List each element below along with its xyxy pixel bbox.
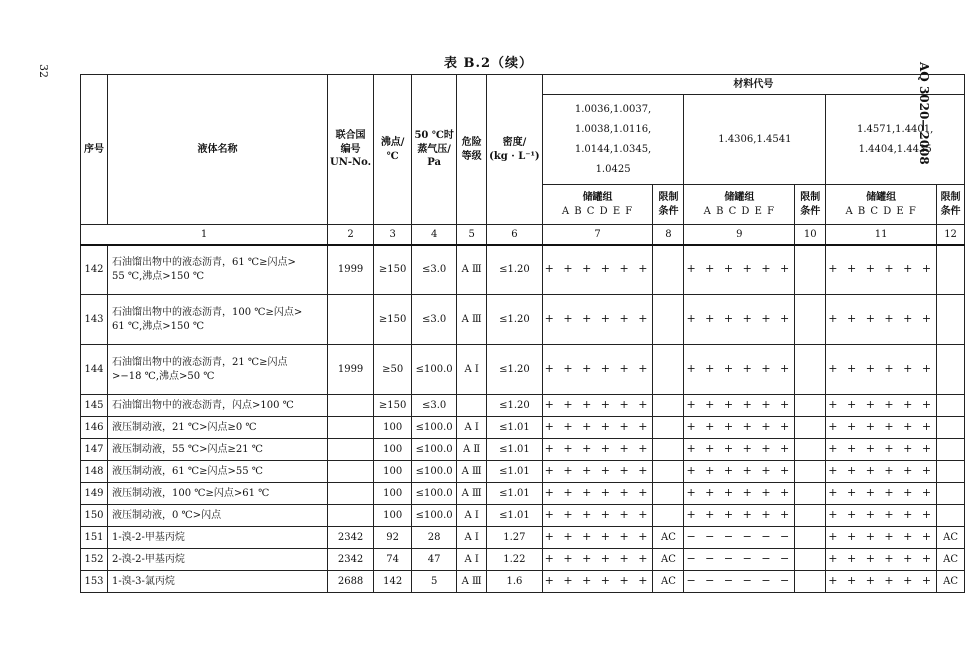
liquid-name	[108, 549, 328, 571]
table-row	[81, 417, 965, 439]
material-2-rating: + + + + + +	[684, 417, 795, 439]
liquid-name	[108, 571, 328, 593]
row-number: 145	[81, 395, 108, 417]
header-seq: 序号	[81, 75, 108, 225]
un-number: 2342	[328, 527, 374, 549]
density: ≤1.01	[487, 483, 543, 505]
boiling-point: ≥150	[374, 295, 412, 345]
header-line: 1.4571,1.4401,	[856, 123, 934, 135]
tank-group-label: 储罐组	[724, 192, 755, 203]
hazard-class: A Ⅱ	[457, 439, 487, 461]
boiling-point: ≥150	[374, 395, 412, 417]
restriction-3	[937, 245, 965, 295]
tank-group-header	[826, 185, 937, 225]
material-1-rating: + + + + + +	[542, 245, 653, 295]
row-number: 148	[81, 461, 108, 483]
material-2-rating: + + + + + +	[684, 439, 795, 461]
restriction-1	[653, 505, 684, 527]
tank-group-header	[684, 185, 795, 225]
density: 1.6	[487, 571, 543, 593]
un-number: 2342	[328, 549, 374, 571]
density: ≤1.01	[487, 439, 543, 461]
vapor-pressure: 5	[412, 571, 457, 593]
header-density	[487, 75, 543, 225]
header-line: 1.0425	[595, 163, 631, 175]
header-line: Pa	[427, 157, 441, 169]
page-number: 32	[37, 64, 50, 78]
boiling-point: 74	[374, 549, 412, 571]
un-number	[328, 461, 374, 483]
material-1-rating: + + + + + +	[542, 483, 653, 505]
hazard-class	[457, 395, 487, 417]
density: ≤1.20	[487, 345, 543, 395]
material-3-rating: + + + + + +	[826, 527, 937, 549]
un-number	[328, 483, 374, 505]
tank-group-label: 储罐组	[866, 192, 897, 203]
material-2-rating: − − − − − −	[684, 549, 795, 571]
restriction-line: 条件	[800, 205, 821, 217]
material-2-rating: + + + + + +	[684, 295, 795, 345]
row-number: 149	[81, 483, 108, 505]
material-3-rating: + + + + + +	[826, 245, 937, 295]
material-1-rating: + + + + + +	[542, 505, 653, 527]
liquid-name-line: 液压制动液，100 ℃≥闪点>61 ℃	[112, 487, 270, 499]
restriction-1	[653, 295, 684, 345]
restriction-2	[795, 345, 826, 395]
restriction-2	[795, 461, 826, 483]
liquid-name-line: 液压制动液，21 ℃>闪点≥0 ℃	[112, 421, 257, 433]
header-line: 1.4404,1.4435	[858, 143, 932, 155]
un-number: 1999	[328, 345, 374, 395]
row-number: 142	[81, 245, 108, 295]
table-row	[81, 571, 965, 593]
hazard-class: A Ⅰ	[457, 417, 487, 439]
restriction-1	[653, 245, 684, 295]
un-number: 2688	[328, 571, 374, 593]
material-3-rating: + + + + + +	[826, 439, 937, 461]
header-line: 1.0144,1.0345,	[574, 143, 652, 155]
liquid-name	[108, 461, 328, 483]
boiling-point: 100	[374, 461, 412, 483]
row-number: 152	[81, 549, 108, 571]
header-vapor-pressure	[412, 75, 457, 225]
hazard-class: A Ⅲ	[457, 483, 487, 505]
row-number: 147	[81, 439, 108, 461]
column-number: 6	[487, 225, 543, 245]
liquid-name-line: >−18 ℃,沸点>50 ℃	[112, 370, 215, 382]
un-number	[328, 439, 374, 461]
liquid-name	[108, 483, 328, 505]
header-un-no	[328, 75, 374, 225]
density: ≤1.01	[487, 461, 543, 483]
vapor-pressure: ≤100.0	[412, 461, 457, 483]
hazard-class: A Ⅰ	[457, 549, 487, 571]
boiling-point: ≥50	[374, 345, 412, 395]
restriction-1	[653, 395, 684, 417]
header-line: 联合国	[335, 130, 366, 142]
restriction-3: AC	[937, 549, 965, 571]
restriction-1	[653, 345, 684, 395]
row-number: 144	[81, 345, 108, 395]
vapor-pressure: ≤100.0	[412, 345, 457, 395]
boiling-point: 100	[374, 417, 412, 439]
header-line: 危险	[461, 137, 482, 148]
vapor-pressure: 28	[412, 527, 457, 549]
restriction-1	[653, 439, 684, 461]
header-line: 密度/	[502, 137, 527, 148]
restriction-header	[795, 185, 826, 225]
restriction-3	[937, 345, 965, 395]
liquid-name-line: 55 ℃,沸点>150 ℃	[112, 270, 205, 282]
material-2-rating: + + + + + +	[684, 245, 795, 295]
restriction-2	[795, 439, 826, 461]
header-line: 1.0038,1.0116,	[574, 123, 652, 135]
liquid-name-line: 石油馏出物中的液态沥青，100 ℃≥闪点>	[112, 307, 303, 318]
restriction-3	[937, 395, 965, 417]
vapor-pressure: ≤3.0	[412, 295, 457, 345]
liquid-name-line: 1-溴-3-氯丙烷	[112, 575, 175, 587]
material-3-rating: + + + + + +	[826, 345, 937, 395]
material-2-rating: + + + + + +	[684, 461, 795, 483]
restriction-2	[795, 483, 826, 505]
column-number: 7	[542, 225, 653, 245]
vapor-pressure: ≤100.0	[412, 505, 457, 527]
vapor-pressure: ≤100.0	[412, 417, 457, 439]
table-row	[81, 527, 965, 549]
boiling-point: 100	[374, 439, 412, 461]
material-2-rating: − − − − − −	[684, 527, 795, 549]
tank-letters: A B C D E F	[561, 205, 634, 217]
column-number: 8	[653, 225, 684, 245]
restriction-2	[795, 245, 826, 295]
column-number: 12	[937, 225, 965, 245]
restriction-2	[795, 395, 826, 417]
liquid-name	[108, 295, 328, 345]
density: ≤1.01	[487, 505, 543, 527]
hazard-class: A Ⅲ	[457, 571, 487, 593]
restriction-line: 限制	[940, 192, 961, 203]
header-line: 1.4306,1.4541	[718, 133, 792, 145]
hazard-class: A Ⅲ	[457, 245, 487, 295]
tank-letters: A B C D E F	[845, 205, 917, 217]
restriction-2	[795, 571, 826, 593]
table-caption: 表 B.2（续）	[443, 56, 534, 71]
liquid-name	[108, 417, 328, 439]
header-hazard-class	[457, 75, 487, 225]
boiling-point: ≥150	[374, 245, 412, 295]
material-1-rating: + + + + + +	[542, 395, 653, 417]
vapor-pressure: ≤100.0	[412, 483, 457, 505]
boiling-point: 100	[374, 483, 412, 505]
restriction-1	[653, 483, 684, 505]
table-row	[81, 295, 965, 345]
material-3-rating: + + + + + +	[826, 549, 937, 571]
liquid-name	[108, 345, 328, 395]
restriction-3	[937, 505, 965, 527]
material-3-rating: + + + + + +	[826, 505, 937, 527]
column-number: 10	[795, 225, 826, 245]
restriction-3	[937, 417, 965, 439]
header-boiling-point	[374, 75, 412, 225]
un-number: 1999	[328, 245, 374, 295]
liquid-name-line: 液压制动液，55 ℃>闪点≥21 ℃	[112, 443, 263, 455]
column-number: 9	[684, 225, 795, 245]
restriction-line: 限制	[800, 192, 821, 203]
row-number: 153	[81, 571, 108, 593]
density: ≤1.20	[487, 395, 543, 417]
restriction-1: AC	[653, 571, 684, 593]
density: 1.22	[487, 549, 543, 571]
liquid-name-line: 液压制动液，0 ℃>闪点	[112, 509, 222, 521]
material-2-rating: + + + + + +	[684, 345, 795, 395]
restriction-1	[653, 461, 684, 483]
un-number	[328, 295, 374, 345]
un-number	[328, 395, 374, 417]
material-1-rating: + + + + + +	[542, 527, 653, 549]
hazard-class: A Ⅰ	[457, 505, 487, 527]
material-2-rating: − − − − − −	[684, 571, 795, 593]
tank-group-label: 储罐组	[582, 192, 613, 203]
restriction-2	[795, 295, 826, 345]
liquid-name-line: 61 ℃,沸点>150 ℃	[112, 320, 205, 332]
liquid-name-line: 1-溴-2-甲基丙烷	[112, 531, 185, 543]
restriction-line: 限制	[658, 192, 679, 203]
material-compatibility-table	[80, 74, 965, 593]
material-2-rating: + + + + + +	[684, 505, 795, 527]
table-row	[81, 345, 965, 395]
hazard-class: A Ⅰ	[457, 345, 487, 395]
boiling-point: 142	[374, 571, 412, 593]
material-1-rating: + + + + + +	[542, 417, 653, 439]
restriction-2	[795, 417, 826, 439]
restriction-header	[653, 185, 684, 225]
liquid-name	[108, 439, 328, 461]
liquid-name-line: 液压制动液，61 ℃≥闪点>55 ℃	[112, 465, 263, 477]
column-number: 3	[374, 225, 412, 245]
vapor-pressure: ≤3.0	[412, 245, 457, 295]
material-group-2	[684, 95, 826, 185]
restriction-1	[653, 417, 684, 439]
material-3-rating: + + + + + +	[826, 395, 937, 417]
density: ≤1.20	[487, 245, 543, 295]
header-line: 等级	[461, 150, 482, 162]
material-1-rating: + + + + + +	[542, 571, 653, 593]
material-1-rating: + + + + + +	[542, 345, 653, 395]
restriction-line: 条件	[658, 205, 679, 217]
table-row	[81, 395, 965, 417]
liquid-name-line: 2-溴-2-甲基丙烷	[112, 553, 185, 565]
table-row	[81, 505, 965, 527]
header-liquid-name: 液体名称	[108, 75, 328, 225]
column-number: 11	[826, 225, 937, 245]
table-row	[81, 245, 965, 295]
liquid-name-line: 石油馏出物中的液态沥青，61 ℃≥闪点>	[112, 257, 296, 269]
material-2-rating: + + + + + +	[684, 395, 795, 417]
material-3-rating: + + + + + +	[826, 461, 937, 483]
restriction-1: AC	[653, 549, 684, 571]
material-group-1	[542, 95, 684, 185]
restriction-3	[937, 295, 965, 345]
header-line: (kg · L⁻¹)	[489, 150, 540, 162]
material-3-rating: + + + + + +	[826, 483, 937, 505]
liquid-name-line: 石油馏出物中的液态沥青，21 ℃≥闪点	[112, 357, 288, 368]
table-row	[81, 439, 965, 461]
row-number: 143	[81, 295, 108, 345]
header-line: UN-No.	[330, 157, 372, 169]
table-row	[81, 461, 965, 483]
standard-code: AQ 3020—2008	[917, 62, 931, 165]
restriction-2	[795, 549, 826, 571]
material-3-rating: + + + + + +	[826, 295, 937, 345]
material-3-rating: + + + + + +	[826, 417, 937, 439]
restriction-2	[795, 505, 826, 527]
liquid-name	[108, 527, 328, 549]
liquid-name	[108, 245, 328, 295]
header-line: ℃	[386, 150, 399, 162]
density: ≤1.20	[487, 295, 543, 345]
row-number: 146	[81, 417, 108, 439]
material-1-rating: + + + + + +	[542, 295, 653, 345]
material-1-rating: + + + + + +	[542, 461, 653, 483]
table-row	[81, 483, 965, 505]
hazard-class: A Ⅲ	[457, 461, 487, 483]
restriction-header	[937, 185, 965, 225]
restriction-1: AC	[653, 527, 684, 549]
material-1-rating: + + + + + +	[542, 439, 653, 461]
table-row	[81, 549, 965, 571]
restriction-3	[937, 483, 965, 505]
header-line: 1.0036,1.0037,	[574, 103, 652, 115]
header-line: 沸点/	[380, 137, 405, 148]
row-number: 151	[81, 527, 108, 549]
hazard-class: A Ⅰ	[457, 527, 487, 549]
material-1-rating: + + + + + +	[542, 549, 653, 571]
tank-group-header	[542, 185, 653, 225]
column-number: 5	[457, 225, 487, 245]
restriction-3: AC	[937, 527, 965, 549]
column-number: 1	[81, 225, 328, 245]
header-line: 蒸气压/	[417, 143, 451, 155]
vapor-pressure: ≤100.0	[412, 439, 457, 461]
un-number	[328, 417, 374, 439]
liquid-name-line: 石油馏出物中的液态沥青，闪点>100 ℃	[112, 399, 294, 411]
material-group-3	[826, 95, 965, 185]
hazard-class: A Ⅲ	[457, 295, 487, 345]
header-line: 50 ℃时	[414, 130, 454, 142]
density: ≤1.01	[487, 417, 543, 439]
vapor-pressure: ≤3.0	[412, 395, 457, 417]
material-3-rating: + + + + + +	[826, 571, 937, 593]
vapor-pressure: 47	[412, 549, 457, 571]
restriction-3	[937, 439, 965, 461]
boiling-point: 100	[374, 505, 412, 527]
column-number: 2	[328, 225, 374, 245]
density: 1.27	[487, 527, 543, 549]
liquid-name	[108, 505, 328, 527]
restriction-line: 条件	[940, 205, 961, 217]
tank-letters: A B C D E F	[703, 205, 776, 217]
liquid-name	[108, 395, 328, 417]
column-number: 4	[412, 225, 457, 245]
header-material-code: 材料代号	[542, 75, 964, 95]
un-number	[328, 505, 374, 527]
boiling-point: 92	[374, 527, 412, 549]
restriction-3: AC	[937, 571, 965, 593]
header-line: 编号	[340, 143, 361, 155]
restriction-2	[795, 527, 826, 549]
row-number: 150	[81, 505, 108, 527]
material-2-rating: + + + + + +	[684, 483, 795, 505]
restriction-3	[937, 461, 965, 483]
